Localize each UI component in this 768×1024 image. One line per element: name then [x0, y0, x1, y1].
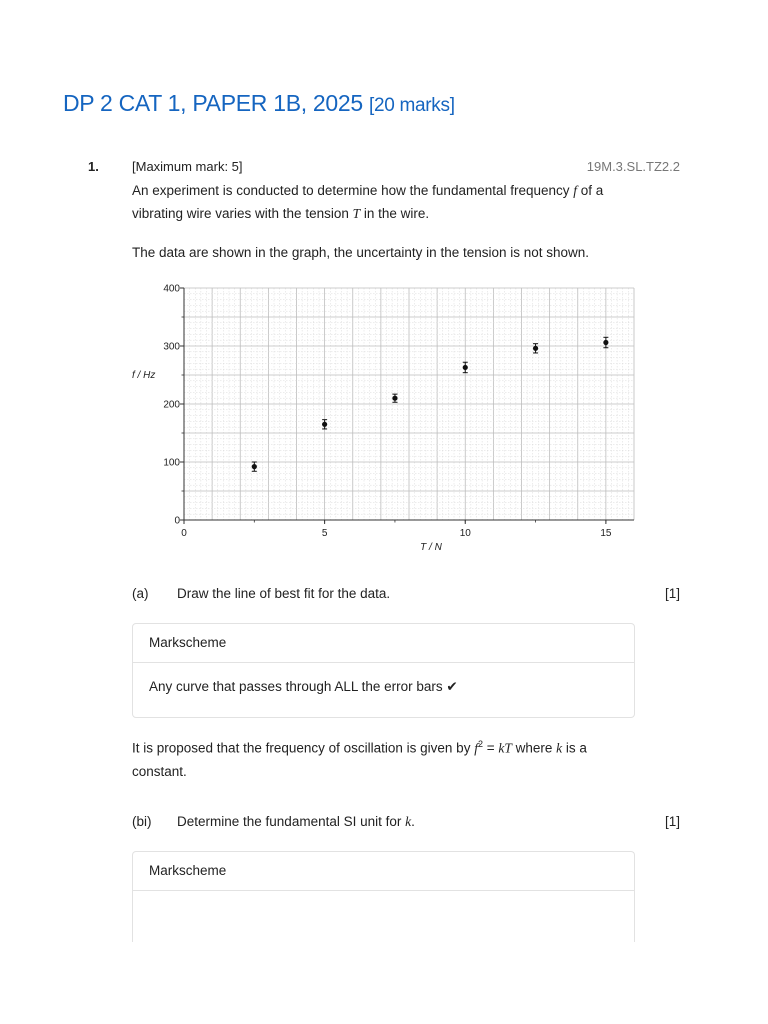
y-tick-label: 0	[174, 515, 180, 527]
part-bi-label: (bi)	[132, 814, 152, 829]
graph-grid	[184, 288, 634, 520]
part-bi-text	[177, 814, 415, 830]
graph-ticks	[163, 284, 612, 540]
proposal-part: is a	[562, 740, 587, 756]
data-point	[533, 346, 538, 351]
title-text: DP 2 CAT 1, PAPER 1B, 2025	[63, 90, 363, 116]
y-axis-label: f / Hz	[132, 370, 156, 381]
symbol-T: T	[352, 206, 361, 221]
part-a-text: Draw the line of best fit for the data.	[177, 586, 391, 601]
symbol-f: f	[573, 183, 578, 198]
page-title	[63, 90, 455, 117]
period: .	[411, 814, 415, 829]
question-reference: 19M.3.SL.TZ2.2	[586, 159, 680, 174]
part-a-label: (a)	[132, 586, 149, 601]
y-tick-label: 100	[163, 457, 180, 469]
x-tick-label: 0	[181, 528, 187, 539]
question-intro	[132, 179, 652, 225]
equals-sign: =	[482, 740, 499, 756]
intro-text: in the wire.	[360, 206, 430, 221]
x-tick-label: 10	[459, 528, 471, 539]
intro-text: vibrating wire varies with the tension	[132, 206, 353, 221]
intro-text: of a	[577, 183, 604, 198]
symbol-k: k	[405, 814, 412, 829]
markscheme-bi-answer	[133, 891, 634, 945]
superscript-2: 2	[477, 739, 483, 749]
data-note: The data are shown in the graph, the uncertainty in the tension is not shown.	[132, 245, 590, 260]
markscheme-bi[interactable]	[132, 851, 635, 942]
total-marks: [20 marks]	[368, 95, 455, 116]
markscheme-a-answer: Any curve that passes through ALL the error bars ✔	[149, 679, 458, 694]
markscheme-a[interactable]	[132, 623, 635, 718]
symbol-kT: kT	[498, 740, 512, 756]
proposal-part: where	[511, 740, 557, 756]
y-tick-label: 200	[163, 399, 180, 411]
x-tick-label: 15	[600, 528, 612, 539]
intro-text: An experiment is conducted to determine how the fundamental frequency	[132, 183, 574, 198]
markscheme-a-title[interactable]: Markscheme	[133, 624, 634, 663]
markscheme-bi-title[interactable]: Markscheme	[133, 852, 634, 891]
symbol-k: k	[556, 740, 563, 756]
proposal-text	[132, 733, 652, 783]
max-mark: [Maximum mark: 5]	[132, 159, 243, 174]
y-tick-label: 400	[163, 283, 180, 295]
data-point	[252, 464, 257, 469]
x-axis-label: T / N	[420, 542, 442, 553]
part-a-marks: [1]	[664, 586, 680, 601]
question-number: 1.	[88, 159, 99, 174]
data-point	[322, 422, 327, 427]
symbol-f: f	[474, 740, 478, 756]
proposal-part: constant.	[132, 763, 187, 779]
proposal-part: It is proposed that the frequency of oscillation is given by	[132, 740, 475, 756]
part-bi-question: Determine the fundamental SI unit for	[177, 814, 406, 829]
data-point	[463, 365, 468, 370]
part-bi-marks: [1]	[664, 814, 680, 829]
x-tick-label: 5	[321, 528, 328, 539]
frequency-tension-graph	[128, 278, 648, 556]
data-point	[392, 396, 397, 401]
data-point	[603, 340, 608, 345]
y-tick-label: 300	[163, 341, 180, 353]
